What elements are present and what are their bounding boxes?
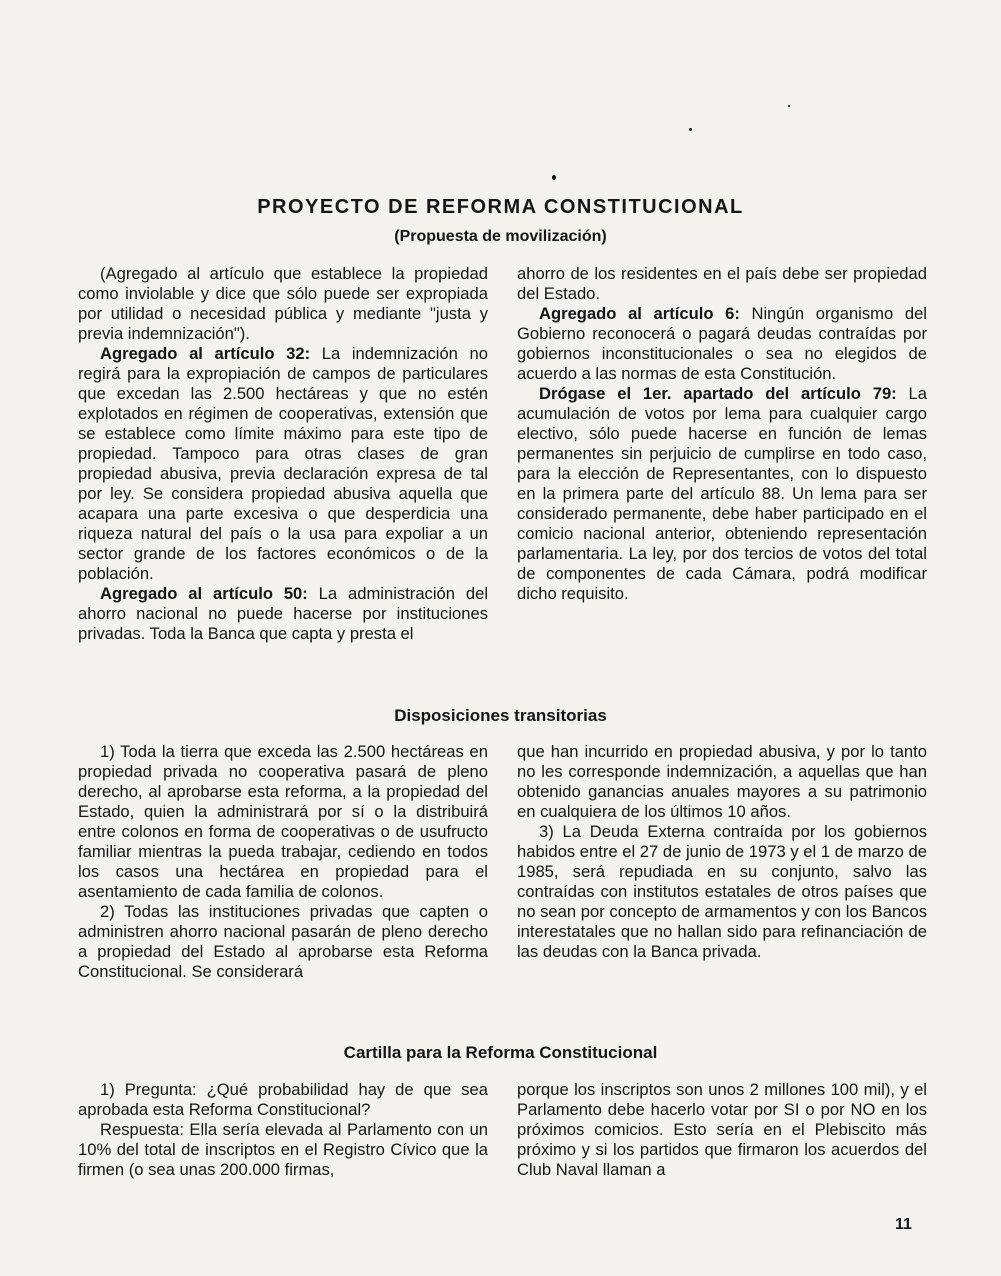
section3-left-column (78, 1080, 488, 1180)
paragraph: 2) Todas las instituciones privadas que capten o administren ahorro nacional pasarán de pleno derecho a propiedad del Estado al aprobarse esta Reforma Constitucional. Se considerará (78, 902, 488, 981)
section2-right-column (517, 742, 927, 962)
paragraph: 1) Pregunta: ¿Qué probabilidad hay de que sea aprobada esta Reforma Constitucional? (78, 1080, 488, 1119)
page-subtitle: (Propuesta de movilización) (394, 228, 607, 245)
article-label: Agregado al artículo 32: (100, 344, 311, 363)
paragraph: porque los inscriptos son unos 2 millones 100 mil), y el Parlamento debe hacerlo votar por SI o por NO en los próximos comicios. Esto sería en el Plebiscito más próximo y si los partidos que firmaron los acuerdos del Club Naval llaman a (517, 1080, 927, 1179)
article-label: Drógase el 1er. apartado del artículo 79: (539, 384, 897, 403)
paragraph: que han incurrido en propiedad abusiva, y por lo tanto no les corresponde indemnización, a aquellas que han obtenido ganancias anuales mayores a su patrimonio en cualquiera de los últimos 10 años. (517, 742, 927, 821)
article-label: Agregado al artículo 6: (539, 304, 740, 323)
section3-right-column (517, 1080, 927, 1180)
page-number: 11 (895, 1216, 912, 1233)
scan-speck (788, 105, 790, 107)
paragraph: ahorro de los residentes en el país debe ser propiedad del Estado. (517, 264, 927, 303)
paragraph: Drógase el 1er. apartado del artículo 79: La acumulación de votos por lema para cualquier cargo electivo, sólo puede hacerse en función de lemas permanentes sin perjuicio de cumplirse en todo caso, para la elección de Representantes, con lo dispuesto en la primera parte del artículo 88. Un lema para ser considerado permanente, debe haber participado en el comicio nacional anterior, obteniendo representación parlamentaria. La ley, por dos tercios de votos del total de componentes de cada Cámara, podrá modificar dicho requisito. (517, 384, 927, 603)
article-label: Agregado al artículo 50: (100, 584, 308, 603)
paragraph: Agregado al artículo 32: La indemnización no regirá para la expropiación de campos de particulares que excedan las 2.500 hectáreas y que no estén explotados en régimen de cooperativas, extensión que se establece como límite máximo para este tipo de propiedad. Tampoco para otras clases de gran propiedad abusiva, previa declaración expresa de tal por ley. Se considera propiedad abusiva aquella que acapara una parte excesiva o que desperdicia una riqueza natural del país o la usa para expoliar a un sector grande de los factores económicos o de la población. (78, 344, 489, 583)
paragraph: 1) Toda la tierra que exceda las 2.500 hectáreas en propiedad privada no cooperativa pasará de pleno derecho, al aprobarse esta reforma, a la propiedad del Estado, quien la administrará por sí o la distribuirá entre colonos en forma de cooperativas o de usufructo familiar mientras la pueda trabajar, cediendo en todos los casos una hectárea en propiedad para el asentamiento de cada familia de colonos. (78, 742, 488, 901)
paragraph: 3) La Deuda Externa contraída por los gobiernos habidos entre el 27 de junio de 1973 y el 1 de marzo de 1985, será repudiada en su conjunto, salvo las contraídas con institutos estatales de otros países que no sean por concepto de armamentos y con los Bancos interestatales que no hallan sido para refinanciación de las deudas con la Banca privada. (517, 822, 927, 961)
scan-speck (689, 128, 692, 131)
section1-right-column (517, 264, 927, 604)
paragraph: Agregado al artículo 50: La administración del ahorro nacional no puede hacerse por instituciones privadas. Toda la Banca que capta y presta el (78, 584, 489, 643)
page-title: PROYECTO DE REFORMA CONSTITUCIONAL (257, 196, 744, 218)
section1-left-column (78, 264, 488, 644)
section2-left-column (78, 742, 488, 982)
paragraph: (Agregado al artículo que establece la propiedad como inviolable y dice que sólo puede ser expropiada por utilidad o necesidad pública y mediante "justa y previa indemnización"). (78, 264, 488, 343)
section-heading-disposiciones: Disposiciones transitorias (394, 706, 607, 725)
section-heading-cartilla: Cartilla para la Reforma Constitucional (343, 1043, 658, 1062)
paragraph: Agregado al artículo 6: Ningún organismo del Gobierno reconocerá o pagará deudas contraídas por gobiernos inconstitucionales o sea no elegidos de acuerdo a las normas de esta Constitución. (517, 304, 927, 383)
scan-speck (552, 175, 556, 180)
paragraph: Respuesta: Ella sería elevada al Parlamento con un 10% del total de inscriptos en el Registro Cívico que la firmen (o sea unas 200.000 firmas, (78, 1120, 488, 1179)
